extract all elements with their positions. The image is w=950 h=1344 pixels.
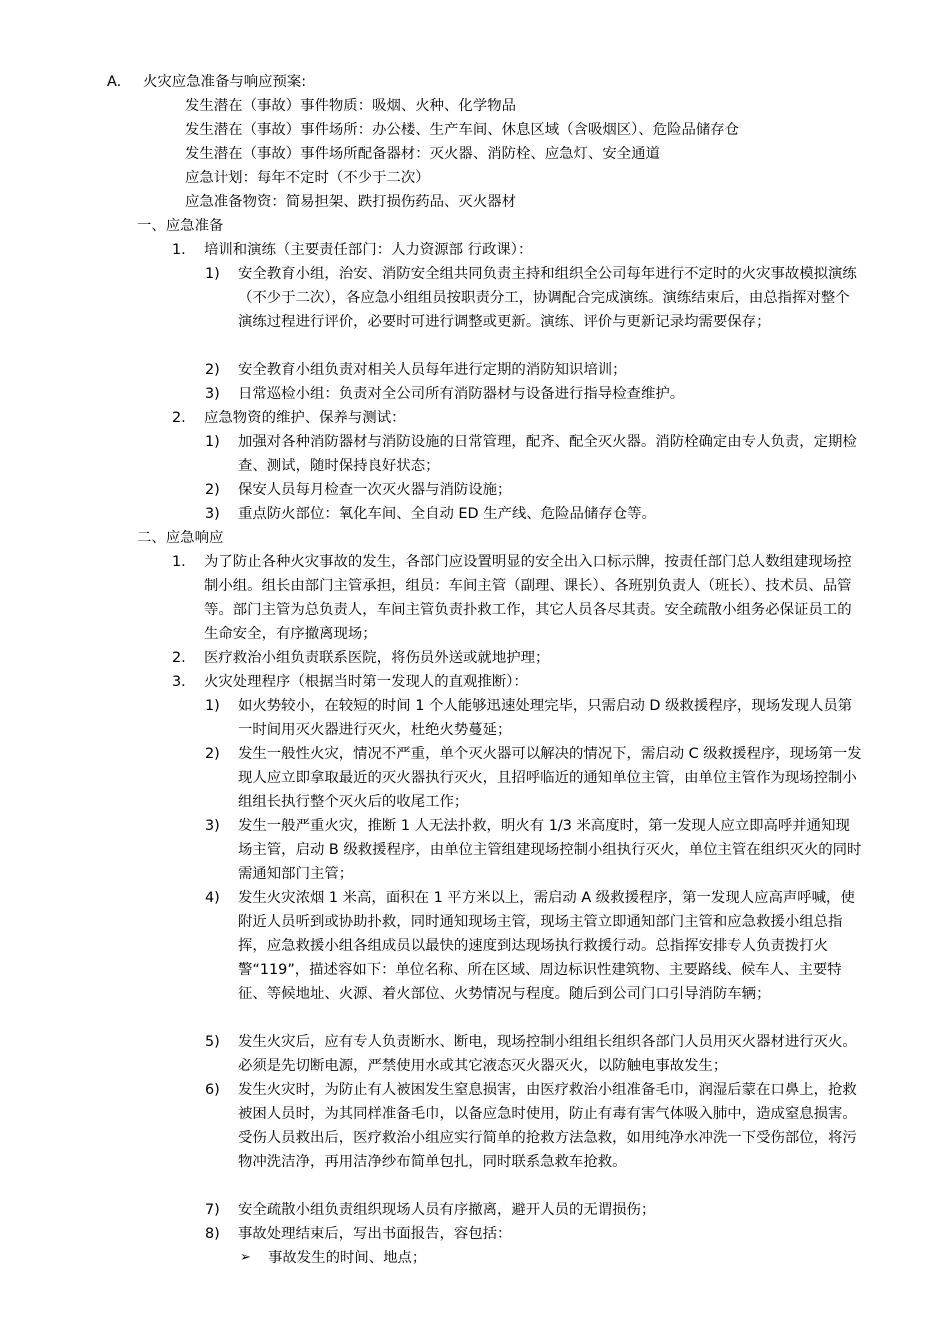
item-number: 2.	[172, 410, 186, 426]
subitem-number: 7)	[205, 1202, 220, 1218]
intro-line: 发生潜在（事故）事件场所配备器材：灭火器、消防栓、应急灯、安全通道	[185, 146, 660, 162]
subitem-number: 2)	[205, 482, 220, 498]
bullet-arrow-icon: ➢	[240, 1250, 251, 1265]
item-number: 1.	[172, 554, 186, 570]
subitem-text: 事故处理结束后，写出书面报告，容包括：	[238, 1226, 512, 1242]
subitem-text: 安全教育小组，治安、消防安全组共同负责主持和组织全公司每年进行不定时的火灾事故模拟演练（不少于二次），各应急小组组员按职责分工，协调配合完成演练。演练结束后，由总指挥对整个演练过程进行评价，必要时可进行调整或更新。演练、评价与更新记录均需要保存；	[238, 266, 857, 330]
item-text: 火灾处理程序（根据当时第一发现人的直观推断）：	[204, 674, 528, 690]
subitem-number: 3)	[205, 506, 220, 522]
subitem-text: 发生一般性火灾，情况不严重，单个灭火器可以解决的情况下，需启动 C 级救援程序，现场第一发现人应立即拿取最近的灭火器执行灭火，且招呼临近的通知单位主管，由单位主管作为现场控制小组组长执行整个灭火后的收尾工作；	[238, 746, 862, 810]
item-number: 1.	[172, 242, 186, 258]
section-a-label: A.	[107, 74, 122, 90]
subitem-number: 4)	[205, 890, 220, 906]
subitem-text: 加强对各种消防器材与消防设施的日常管理，配齐、配全灭火器。消防栓确定由专人负责，定期检查、测试，随时保持良好状态；	[238, 434, 857, 474]
section-title: 二、应急响应	[137, 530, 224, 546]
section-a-title: 火灾应急准备与响应预案:	[143, 74, 307, 90]
subitem-number: 1)	[205, 434, 220, 450]
subitem-text: 安全教育小组负责对相关人员每年进行定期的消防知识培训；	[238, 362, 627, 378]
subitem-number: 1)	[205, 266, 220, 282]
subitem-number: 3)	[205, 386, 220, 402]
subitem-text: 保安人员每月检查一次灭火器与消防设施；	[238, 482, 512, 498]
section-title: 一、应急准备	[137, 218, 224, 234]
subitem-text: 发生火灾浓烟 1 米高，面积在 1 平方米以上，需启动 A 级救援程序，第一发现人应高声呼喊，使附近人员听到或协助扑救，同时通知现场主管，现场主管立即通知部门主管和应急救援小组总指挥，应急救援小组各组成员以最快的速度到达现场执行救援行动。总指挥安排专人负责拨打火警“119”，描述容如下：单位名称、所在区域、周边标识性建筑物、主要路线、候车人、主要特征、等候地址、火源、着火部位、火势情况与程度。随后到公司门口引导消防车辆；	[238, 890, 855, 1002]
item-text: 医疗救治小组负责联系医院，将伤员外送或就地护理；	[204, 650, 550, 666]
intro-line: 发生潜在（事故）事件物质：吸烟、火种、化学物品	[185, 98, 516, 114]
item-number: 3.	[172, 674, 186, 690]
subitem-text: 安全疏散小组负责组织现场人员有序撤离，避开人员的无谓损伤；	[238, 1202, 656, 1218]
subitem-number: 3)	[205, 818, 220, 834]
subitem-number: 6)	[205, 1082, 220, 1098]
subitem-text: 重点防火部位：氧化车间、全自动 ED 生产线、危险品储存仓等。	[238, 506, 656, 522]
subitem-text: 发生火灾后，应有专人负责断水、断电，现场控制小组组长组织各部门人员用灭火器材进行灭火。必须是先切断电源，严禁使用水或其它液态灭火器灭火，以防触电事故发生；	[238, 1034, 857, 1074]
item-number: 2.	[172, 650, 186, 666]
subitem-number: 2)	[205, 746, 220, 762]
subitem-number: 5)	[205, 1034, 220, 1050]
intro-line: 发生潜在（事故）事件场所：办公楼、生产车间、休息区域（含吸烟区）、危险品储存仓	[185, 122, 740, 138]
subitem-text: 如火势较小，在较短的时间 1 个人能够迅速处理完毕，只需启动 D 级救援程序，现场发现人员第一时间用灭火器进行灭火，杜绝火势蔓延；	[238, 698, 853, 738]
subitem-number: 1)	[205, 698, 220, 714]
subitem-number: 2)	[205, 362, 220, 378]
subitem-number: 8)	[205, 1226, 220, 1242]
bullet-text: 事故发生的时间、地点；	[268, 1250, 427, 1266]
item-text: 培训和演练（主要责任部门：人力资源部 行政课）：	[204, 242, 533, 258]
subitem-text: 发生一般严重火灾，推断 1 人无法扑救，明火有 1/3 米高度时，第一发现人应立即高呼并通知现场主管，启动 B 级救援程序，由单位主管组建现场控制小组执行灭火，单位主管在组织灭火的同时需通知部门主管；	[238, 818, 862, 882]
subitem-text: 日常巡检小组：负责对全公司所有消防器材与设备进行指导检查维护。	[238, 386, 685, 402]
item-text: 为了防止各种火灾事故的发生，各部门应设置明显的安全出入口标示牌，按责任部门总人数组建现场控制小组。组长由部门主管承担，组员：车间主管（副理、课长）、各班别负责人（班长）、技术员、品管等。部门主管为总负责人，车间主管负责扑救工作，其它人员各尽其责。安全疏散小组务必保证员工的生命安全，有序撤离现场；	[204, 554, 852, 642]
subitem-text: 发生火灾时，为防止有人被困发生窒息损害，由医疗救治小组准备毛巾，润湿后蒙在口鼻上，抢救被困人员时，为其同样准备毛巾，以备应急时使用，防止有毒有害气体吸入肺中，造成窒息损害。受伤人员救出后，医疗救治小组应实行简单的抢救方法急救，如用纯净水冲洗一下受伤部位，将污物冲洗洁净，再用洁净纱布简单包扎，同时联系急救车抢救。	[238, 1082, 857, 1170]
intro-line: 应急计划：每年不定时（不少于二次）	[185, 170, 430, 186]
intro-line: 应急准备物资：简易担架、跌打损伤药品、灭火器材	[185, 194, 516, 210]
item-text: 应急物资的维护、保养与测试：	[204, 410, 406, 426]
